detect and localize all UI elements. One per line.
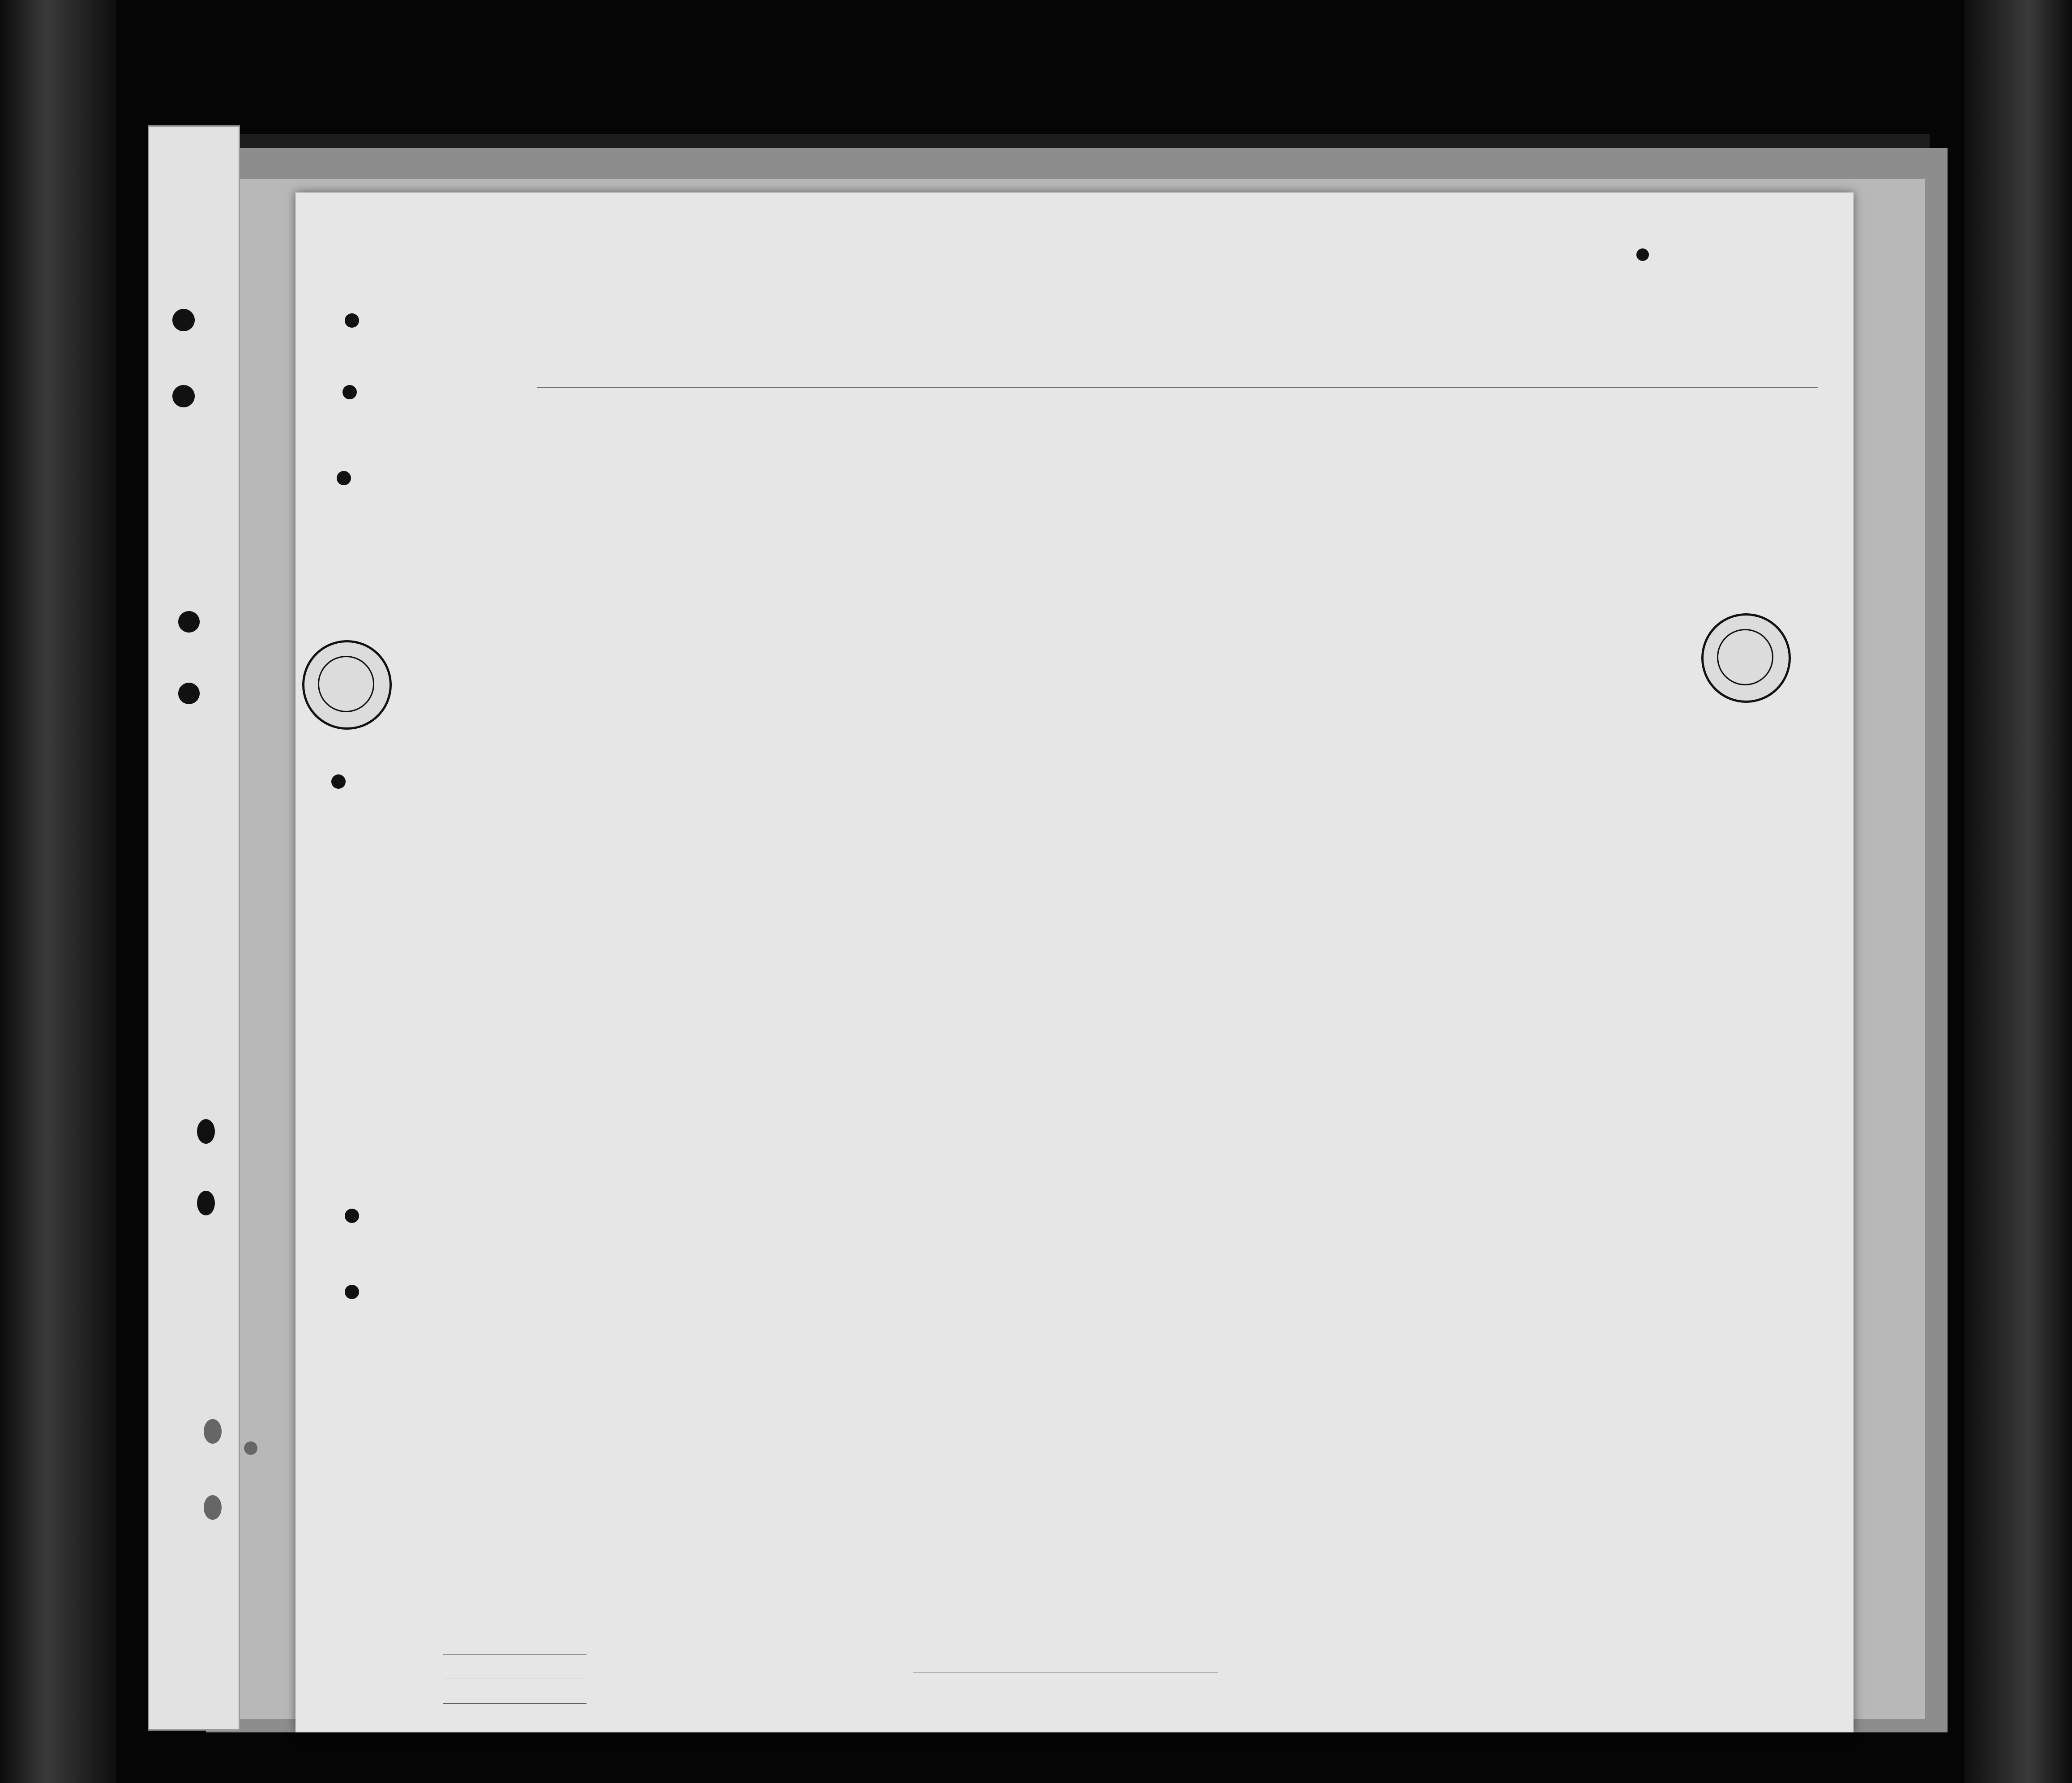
binder-hole <box>178 683 200 704</box>
binder-hole <box>204 1419 222 1444</box>
punch-hole <box>337 471 351 485</box>
binder-hole <box>197 1119 215 1144</box>
binder-hole <box>172 309 195 331</box>
consulate-stamp-right <box>1701 613 1791 703</box>
punch-hole <box>1636 248 1649 261</box>
manifest-page <box>295 192 1854 1732</box>
punch-hole <box>342 385 357 399</box>
binder-hole <box>178 611 200 633</box>
binding-strip <box>148 125 240 1731</box>
footer-rule <box>443 1654 586 1655</box>
binder-hole <box>204 1495 222 1520</box>
scan-edge-right <box>1965 0 2072 1783</box>
binder-hole <box>244 1441 257 1455</box>
punch-hole <box>345 1285 359 1299</box>
binder-hole <box>197 1191 215 1215</box>
footer-rule <box>443 1703 586 1704</box>
consulate-stamp-left <box>302 640 392 730</box>
punch-hole <box>345 1209 359 1223</box>
vessel-underline <box>537 387 1818 388</box>
punch-hole <box>345 313 359 328</box>
scan-edge-left <box>0 0 116 1783</box>
binder-hole <box>172 385 195 407</box>
